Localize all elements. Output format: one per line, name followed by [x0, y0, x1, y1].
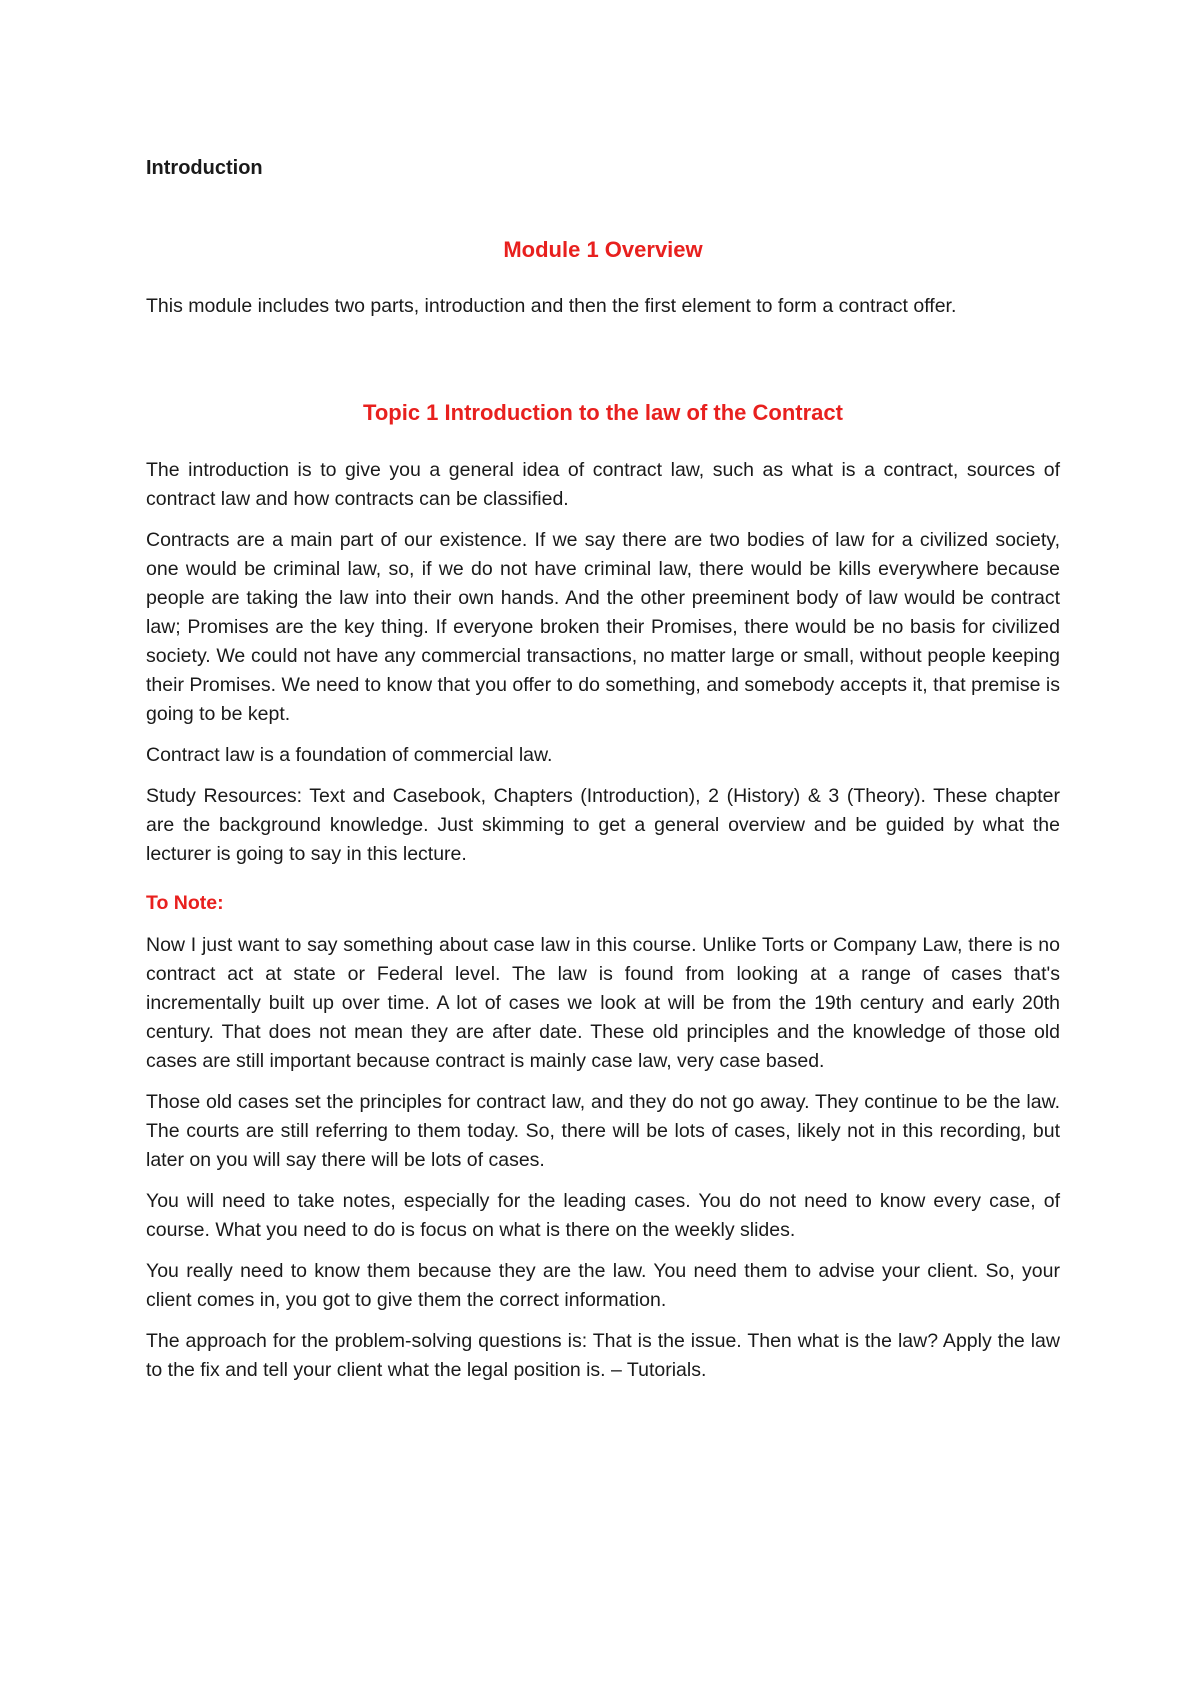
note-paragraph: You really need to know them because they are the law. You need them to advise your client. So, your client comes in, you got to give them the correct information.: [146, 1260, 1060, 1311]
note-paragraph: Now I just want to say something about case law in this course. Unlike Torts or Company Law, there is no contract act at state or Federal level. The law is found from looking at a range of cases that's incrementally built up over time. A lot of cases we look at will be from the 19th century and early 20th century. That does not mean they are after date. These old principles and the knowledge of those old cases are still important because contract is mainly case law, very case based.: [146, 934, 1060, 1072]
note-paragraph: You will need to take notes, especially for the leading cases. You do not need to know every case, of course. What you need to do is focus on what is there on the weekly slides.: [146, 1190, 1060, 1241]
note-paragraph: The approach for the problem-solving questions is: That is the issue. Then what is the law? Apply the law to the fix and tell your client what the legal position is. – Tutorials.: [146, 1330, 1060, 1381]
module-paragraph: This module includes two parts, introduction and then the first element to form a contract offer.: [146, 295, 957, 317]
topic-section: [146, 456, 1060, 1397]
intro-label: Introduction: [146, 157, 263, 179]
topic-title: Topic 1 Introduction to the law of the Contract: [363, 400, 843, 425]
topic-paragraph: Study Resources: Text and Casebook, Chapters (Introduction), 2 (History) & 3 (Theory). These chapter are the background knowledge. Just skimming to get a general overview and be guided by what the lecturer is going to say in this lecture.: [146, 785, 1060, 865]
module-title: Module 1 Overview: [503, 237, 703, 262]
topic-paragraph: Contracts are a main part of our existence. If we say there are two bodies of law for a civilized society, one would be criminal law, so, if we do not have criminal law, there would be kills everywhere because people are taking the law into their own hands. And the other preeminent body of law would be contract law; Promises are the key thing. If everyone broken their Promises, there would be no basis for civilized society. We could not have any commercial transactions, no matter large or small, without people keeping their Promises. We need to know that you offer to do something, and somebody accepts it, that premise is going to be kept.: [146, 529, 1060, 725]
module-overview-section: [146, 292, 1060, 333]
note-heading: To Note:: [146, 892, 224, 914]
topic-paragraph: The introduction is to give you a general idea of contract law, such as what is a contract, sources of contract law and how contracts can be classified.: [146, 459, 1060, 510]
topic-paragraph: Contract law is a foundation of commercial law.: [146, 744, 553, 766]
note-paragraph: Those old cases set the principles for contract law, and they do not go away. They continue to be the law. The courts are still referring to them today. So, there will be lots of cases, likely not in this recording, but later on you will say there will be lots of cases.: [146, 1091, 1060, 1171]
